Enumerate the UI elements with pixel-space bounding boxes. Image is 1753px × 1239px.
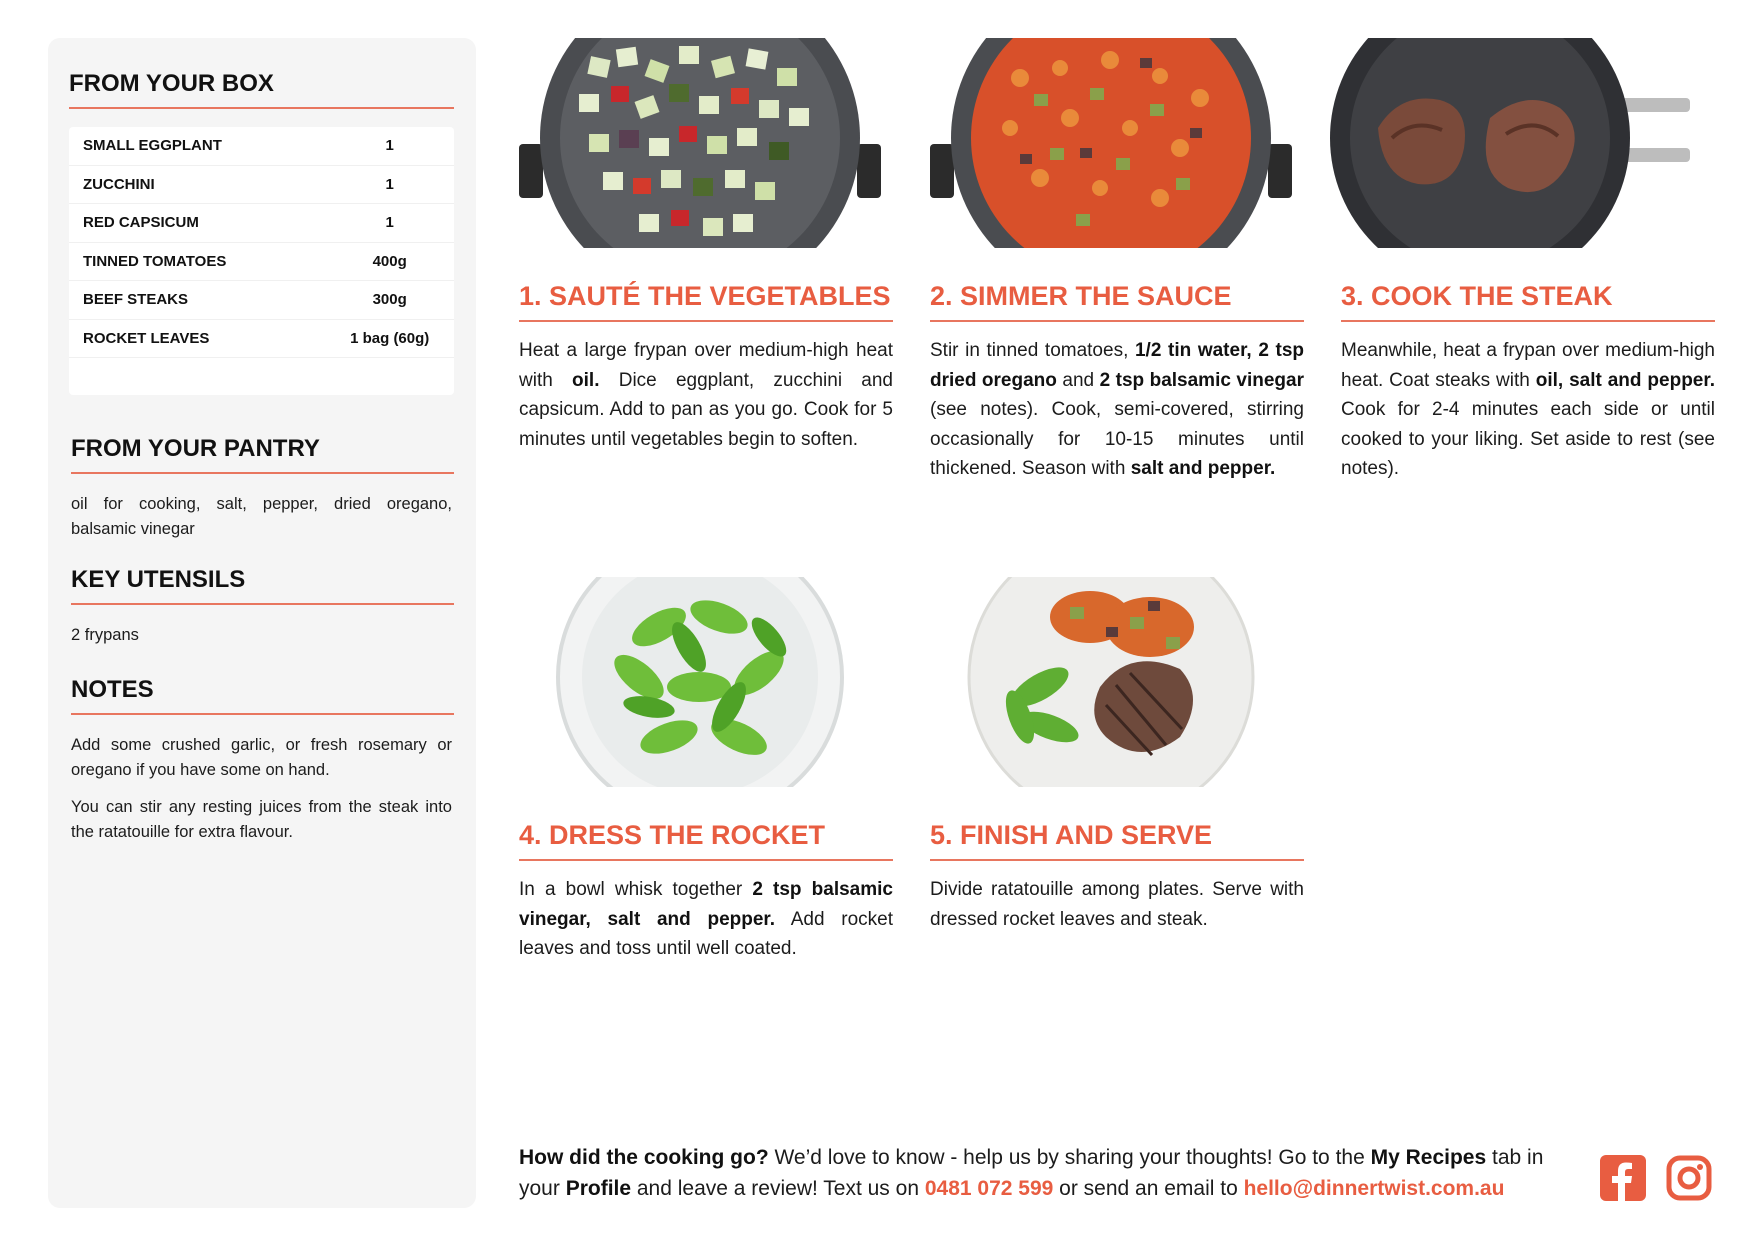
step-3-title: 3. COOK THE STEAK [1341,281,1715,322]
step-1-body [519,336,893,454]
ingredient-name: SMALL EGGPLANT [83,137,222,155]
text: tab in your [519,1146,1544,1200]
text: Add rocket leaves and toss until well coated. [519,908,893,959]
note-1: Add some crushed garlic, or fresh rosemary or oregano if you have some on hand. [71,736,452,779]
step-3-image [1330,38,1692,248]
footer-question: How did the cooking go? [519,1146,769,1169]
step-5-body [930,875,1304,934]
step-2-title: 2. SIMMER THE SAUCE [930,281,1304,322]
table-row [69,320,454,359]
box-ingredients-table [69,127,454,395]
text: Dice eggplant, zucchini and capsicum. Add to pan as you go. Cook for 5 minutes until vegetables begin to soften. [519,369,893,450]
text: or send an email to [1053,1177,1244,1200]
text: Divide ratatouille among plates. Serve with dressed rocket leaves and steak. [930,879,1304,930]
ingredient-name: ZUCCHINI [83,175,155,193]
step-4-image [519,577,881,787]
step-2-body [930,336,1304,484]
text: In a bowl whisk together [519,879,753,900]
bold-text: salt and pepper. [1130,458,1276,479]
text: and leave a review! Text us on [631,1177,925,1200]
ingredient-name: BEEF STEAKS [83,291,189,309]
ingredient-name: ROCKET LEAVES [83,329,210,347]
phone-link[interactable]: 0481 072 599 [924,1177,1054,1200]
step-4-body [519,875,893,964]
instagram-icon[interactable] [1666,1155,1714,1203]
step-1-title: 1. SAUTÉ THE VEGETABLES [519,281,893,322]
ingredient-name: RED CAPSICUM [83,214,199,232]
box-heading: FROM YOUR BOX [69,70,454,109]
table-row [69,204,454,243]
pantry-text: oil for cooking, salt, pepper, dried oregano, balsamic vinegar [71,495,452,538]
ingredient-qty: 1 [385,175,394,193]
text: Heat a large frypan over medium-high heat with [519,340,893,391]
utensils-text: 2 frypans [71,626,139,644]
step-2-image [930,38,1292,248]
facebook-icon[interactable] [1600,1155,1648,1203]
bold-text: 1/2 tin water, 2 tsp dried oregano [930,340,1304,391]
pantry-heading: FROM YOUR PANTRY [71,435,454,474]
bold-text: 2 tsp balsamic vinegar [1099,369,1304,391]
note-2: You can stir any resting juices from the steak into the ratatouille for extra flavour. [71,798,452,841]
text: We’d love to know - help us by sharing your thoughts! Go to the [768,1146,1371,1169]
step-1-image [519,38,881,248]
step-5-title: 5. FINISH AND SERVE [930,820,1304,861]
step-5-image [930,577,1292,787]
text: Cook for 2-4 minutes each side or until cooked to your liking. Set aside to rest (see notes). [1341,399,1715,479]
my-recipes-text: My Recipes [1370,1146,1487,1169]
text: (see notes). [930,399,1039,420]
text: and [1056,369,1100,391]
text: Stir in tinned tomatoes, [930,340,1135,361]
ingredient-name: TINNED TOMATOES [83,252,227,270]
bold-text: 2 tsp balsamic vinegar, salt and pepper. [519,879,893,930]
text: Cook, semi-covered, stirring occasionally for 10-15 minutes until thickened. Season with [930,399,1304,479]
step-4-title: 4. DRESS THE ROCKET [519,820,893,861]
table-row [69,127,454,166]
ingredient-qty: 300g [372,291,407,309]
table-row [69,166,454,205]
feedback-footer [519,1142,1579,1204]
ingredient-qty: 400g [372,252,407,270]
profile-text: Profile [565,1177,632,1200]
table-padding [69,358,454,395]
ingredient-qty: 1 [385,137,394,155]
notes-heading: NOTES [71,676,454,715]
utensils-heading: KEY UTENSILS [71,566,454,605]
bold-text: oil. [572,369,600,391]
text: Meanwhile, heat a frypan over medium-high heat. Coat steaks with [1341,340,1715,391]
email-link[interactable]: hello@dinnertwist.com.au [1243,1177,1505,1200]
table-row [69,281,454,320]
bold-text: oil, salt and pepper. [1535,369,1715,391]
table-row [69,243,454,282]
step-3-body [1341,336,1715,484]
ingredient-qty: 1 bag (60g) [350,329,430,347]
ingredient-qty: 1 [385,214,394,232]
sidebar [48,38,476,1208]
